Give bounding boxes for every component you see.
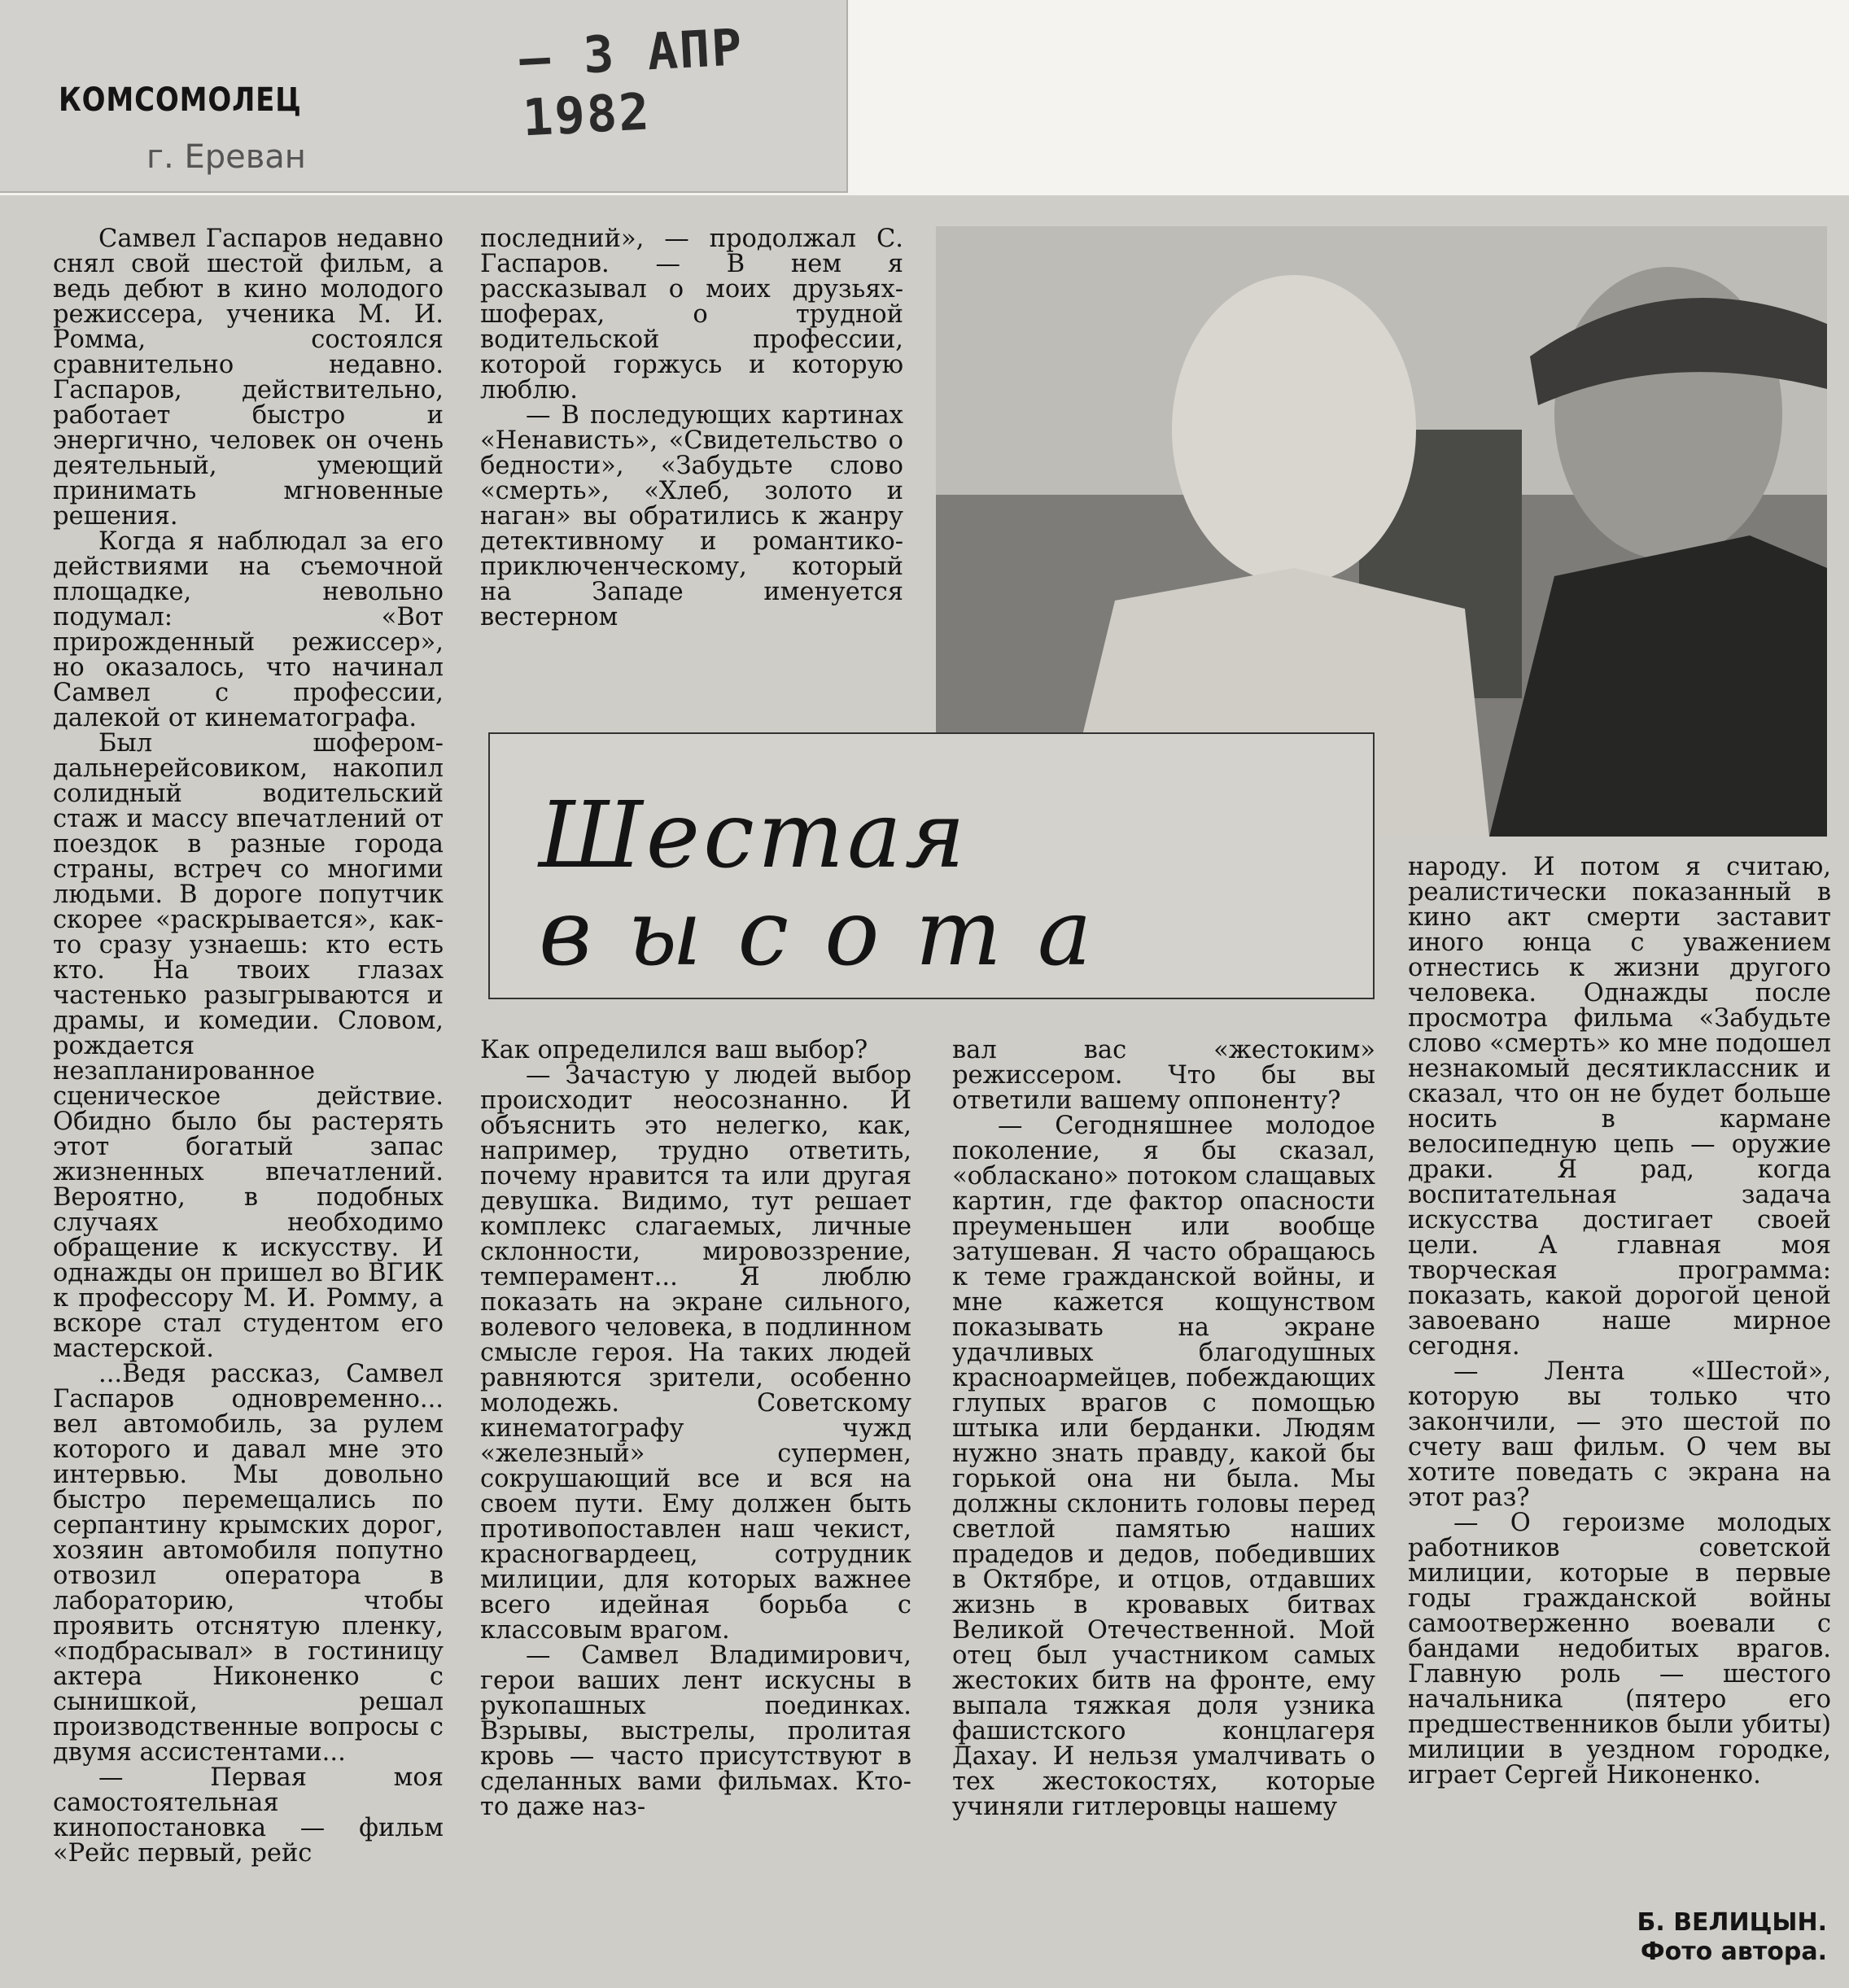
newspaper-name: КОМСОМОЛЕЦ (59, 81, 302, 119)
date-stamp-text: 3 АПР 1982 (521, 17, 745, 148)
paragraph: Когда я наблюдал за его действиями на съемочной площадке, невольно подумал: «Вот прирожденный режиссер», но оказалось, что начинал Самвел с профессии, далекой от кинематографа. (53, 527, 444, 732)
byline (1404, 1908, 1827, 1967)
newspaper-city: г. Ереван (146, 138, 306, 176)
paragraph: последний», — продолжал С. Гаспаров. — В нем я рассказывал о моих друзьях-шоферах, о трудной водительской профессии, которой горжусь и которую люблю. (480, 225, 903, 404)
paragraph: — Первая моя самостоятельная кинопостановка — фильм «Рейс первый, рейс (53, 1763, 444, 1868)
newspaper-label-strip (0, 0, 848, 193)
article-column-2-top (480, 226, 903, 630)
photo-credit: Фото автора. (1640, 1938, 1827, 1966)
paragraph: ...Ведя рассказ, Самвел Гаспаров одновременно... вел автомобиль, за рулем которого и давал мне это интервью. Мы довольно быстро перемещались по серпантину крымских дорог, хозяин автомобиля попутно отвозил оператора в лабораторию, чтобы проявить отснятую пленку, «подбрасывал» в гостиницу актера Никоненко с сынишкой, решал производственные вопросы с двумя ассистентами... (53, 1360, 444, 1767)
paragraph: — О героизме молодых работников советской милиции, которые в первые годы гражданской войны самоотверженно воевали с бандами недобитых врагов. Главную роль — шестого начальника (пятеро его предшественников были убиты) милиции в уездном городке, играет Сергей Никоненко. (1408, 1509, 1831, 1789)
author-name: Б. ВЕЛИЦЫН. (1637, 1908, 1827, 1937)
article-column-1 (53, 226, 444, 1866)
date-stamp: – 3 АПР 1982 (518, 17, 745, 148)
headline-box (488, 732, 1375, 999)
paragraph: вал вас «жестоким» режиссером. Что бы вы ответили вашему оппоненту? (952, 1036, 1375, 1115)
headline-line-1: Шестая (539, 783, 968, 889)
paragraph: Самвел Гаспаров недавно снял свой шестой фильм, а ведь дебют в кино молодого режиссера, ученика М. И. Ромма, состоялся сравнительно недавно. Гаспаров, действительно, работает быстро и энергично, человек он очень деятельный, умеющий принимать мгновенные решения. (53, 225, 444, 531)
paragraph: — Лента «Шестой», которую вы только что закончили, — это шестой по счету ваш фильм. О чем вы хотите поведать с экрана на этот раз? (1408, 1357, 1831, 1512)
paragraph: — В последующих картинах «Ненависть», «Свидетельство о бедности», «Забудьте слово «смерть», «Хлеб, золото и наган» вы обратились к жанру детективному и романтико-приключенческому, который на Западе именуется вестерном (480, 401, 903, 631)
paragraph: — Самвел Владимирович, герои ваших лент искусны в рукопашных поединках. Взрывы, выстрелы, пролитая кровь — часто присутствуют в сделанных вами фильмах. Кто-то даже наз- (480, 1641, 911, 1821)
article-column-2-bottom (480, 1038, 911, 1820)
paragraph: народу. И потом я считаю, реалистически показанный в кино акт смерти заставит иного юнца с уважением отнестись к жизни другого человека. Однажды после просмотра фильма «Забудьте слово «смерть» ко мне подошел незнакомый десятиклассник и сказал, что он не будет больше носить в кармане велосипедную цепь — оружие драки. Я рад, когда воспитательная задача искусства достигает своей цели. А главная моя творческая программа: показать, какой дорогой ценой завоевано наше мирное сегодня. (1408, 853, 1831, 1361)
article-column-3 (952, 1038, 1375, 1820)
paragraph: Был шофером-дальнерейсовиком, накопил солидный водительский стаж и массу впечатлений от поездок в разные города страны, встреч со многими людьми. В дороге попутчик скорее «раскрывается», как-то сразу узнаешь: кто есть кто. На твоих глазах частенько разыгрываются и драмы, и комедии. Словом, рождается незапланированное сценическое действие. Обидно было бы растерять этот богатый запас жизненных впечатлений. Вероятно, в подобных случаях необходимо обращение к искусству. И однажды он пришел во ВГИК к профессору М. И. Ромму, а вскоре стал студентом его мастерской. (53, 729, 444, 1363)
headline-line-2: высота (539, 880, 1128, 986)
article-column-4 (1408, 854, 1831, 1788)
paragraph: — Зачастую у людей выбор происходит неосознанно. И объяснить это нелегко, как, например, трудно ответить, почему нравится та или другая девушка. Видимо, тут решает комплекс слагаемых, личные склонности, мировоззрение, темперамент... Я люблю показать на экране сильного, волевого человека, в подлинном смысле героя. На таких людей равняются зрители, особенно молодежь. Советскому кинематографу чужд «железный» супермен, сокрушающий все и вся на своем пути. Ему должен быть противопоставлен наш чекист, красногвардеец, сотрудник милиции, для которых важнее всего идейная борьба с классовым врагом. (480, 1061, 911, 1645)
paragraph: Как определился ваш выбор? (480, 1036, 868, 1064)
paragraph: — Сегодняшнее молодое поколение, я бы сказал, «обласкано» потоком слащавых картин, где фактор опасности преуменьшен или вообще затушеван. Я часто обращаюсь к теме гражданской войны, и мне кажется кощунством показывать на экране удачливых благодушных красноармейцев, побеждающих глупых врагов с помощью штыка или берданки. Людям нужно знать правду, какой бы горькой она ни была. Мы должны склонить головы перед светлой памятью наших прадедов и дедов, победивших в Октябре, и отцов, отдавших жизнь в кровавых битвах Великой Отечественной. Мой отец был участником самых жестоких битв на фронте, ему выпала тяжкая доля узника фашистского концлагеря Дахау. И нельзя умалчивать о тех жестокостях, которые учиняли гитлеровцы нашему (952, 1112, 1375, 1821)
